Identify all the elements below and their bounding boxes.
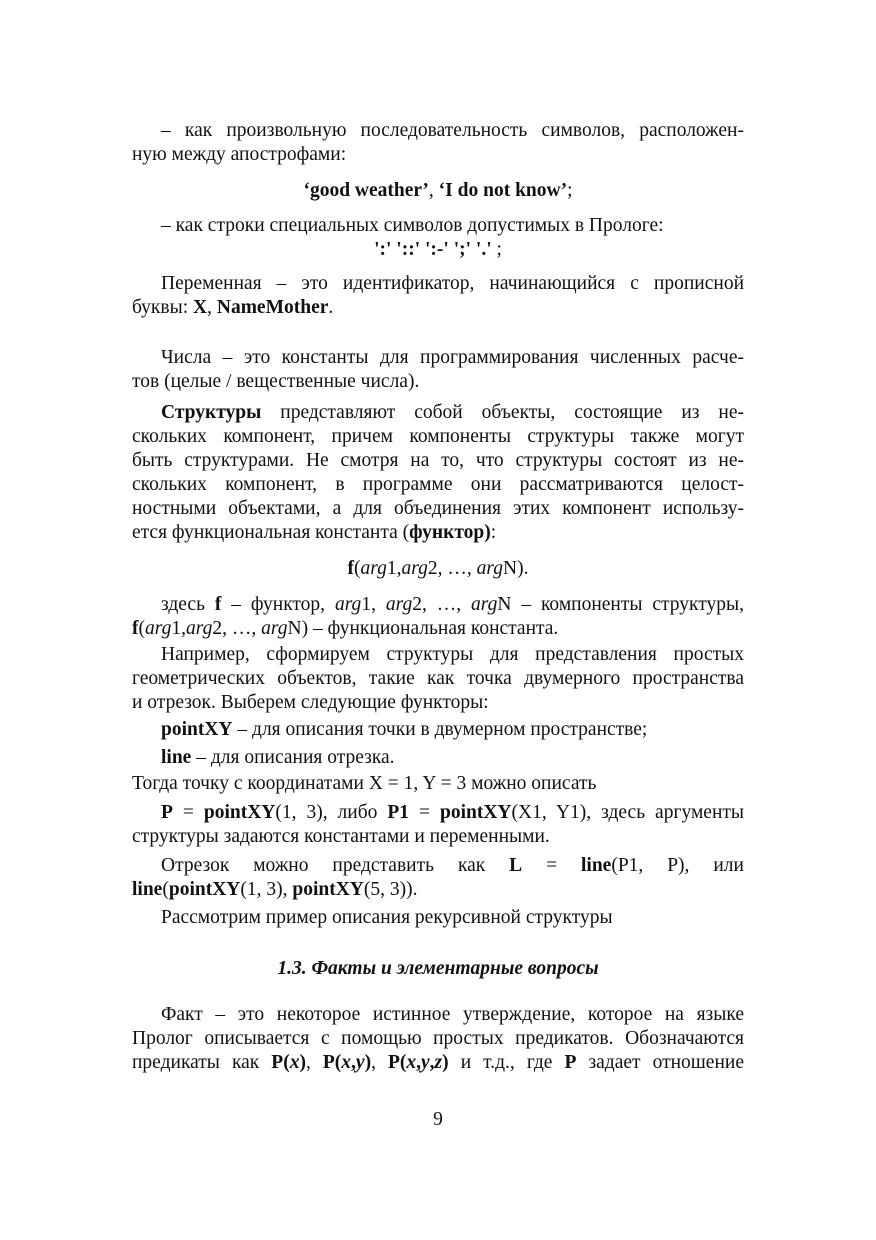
text-line: – как произвольную последовательность символов, расположен- [161,120,744,141]
text-line: Факт – это некоторое истинное утверждение, которое на языке [161,1004,744,1025]
text-line: скольких компонент, причем компоненты структуры также могут [132,426,744,447]
text-line: – как строки специальных символов допустимых в Прологе: [161,215,664,236]
example-quoted-atoms: ‘good weather’, ‘I do not know’; [303,180,573,201]
text-line: ную между апострофами: [132,144,347,165]
text-line: и отрезок. Выберем следующие функторы: [132,692,489,713]
text-line: pointXY – для описания точки в двумерном пространстве; [161,719,648,740]
text-line: line(pointXY(1, 3), pointXY(5, 3)). [132,879,418,900]
text-line: Тогда точку с координатами X = 1, Y = 3 можно описать [132,773,597,794]
text-line: line – для описания отрезка. [161,747,395,768]
text-line: Рассмотрим пример описания рекурсивной структуры [161,907,613,928]
section-heading: 1.3. Факты и элементарные вопросы [277,958,599,979]
text-line: P = pointXY(1, 3), либо P1 = pointXY(X1, Y1), здесь аргументы [161,802,745,823]
text-line: Например, сформируем структуры для представления простых [161,644,744,665]
text-line: Отрезок можно представить как L = line(P1, P), или [161,855,744,876]
text-line: Пролог описывается с помощью простых предикатов. Обозначаются [132,1028,744,1049]
example-special-symbols: ':' '::' ':-' ';' '.' ; [374,239,502,260]
text-line: Числа – это константы для программирования численных расче- [161,347,744,368]
text-line: структуры задаются константами и переменными. [132,826,550,847]
text-line: ется функциональная константа (функтор): [132,522,497,543]
text-line: геометрических объектов, такие как точка двумерного пространства [132,668,744,689]
text-line: здесь f – функтор, arg1, arg2, …, argN – компоненты структуры, [161,594,744,615]
text-line: скольких компонент, в программе они рассматриваются целост- [132,474,744,495]
text-line: ностными объектами, а для объединения этих компонент использу- [132,498,744,519]
functor-formula: f(arg1,arg2, …, argN). [347,558,529,579]
text-line: f(arg1,arg2, …, argN) – функциональная константа. [132,618,559,639]
page-number: 9 [433,1109,443,1130]
text-line: быть структурами. Не смотря на то, что структуры состоят из не- [132,450,744,471]
text-line: Структуры представляют собой объекты, состоящие из не- [161,402,744,423]
text-line: буквы: X, NameMother. [132,297,334,318]
text-line: тов (целые / вещественные числа). [132,371,420,392]
text-line: предикаты как P(x), P(x,y), P(x,y,z) и т.д., где P задает отношение [132,1052,744,1073]
text-line: Переменная – это идентификатор, начинающийся с прописной [161,273,744,294]
